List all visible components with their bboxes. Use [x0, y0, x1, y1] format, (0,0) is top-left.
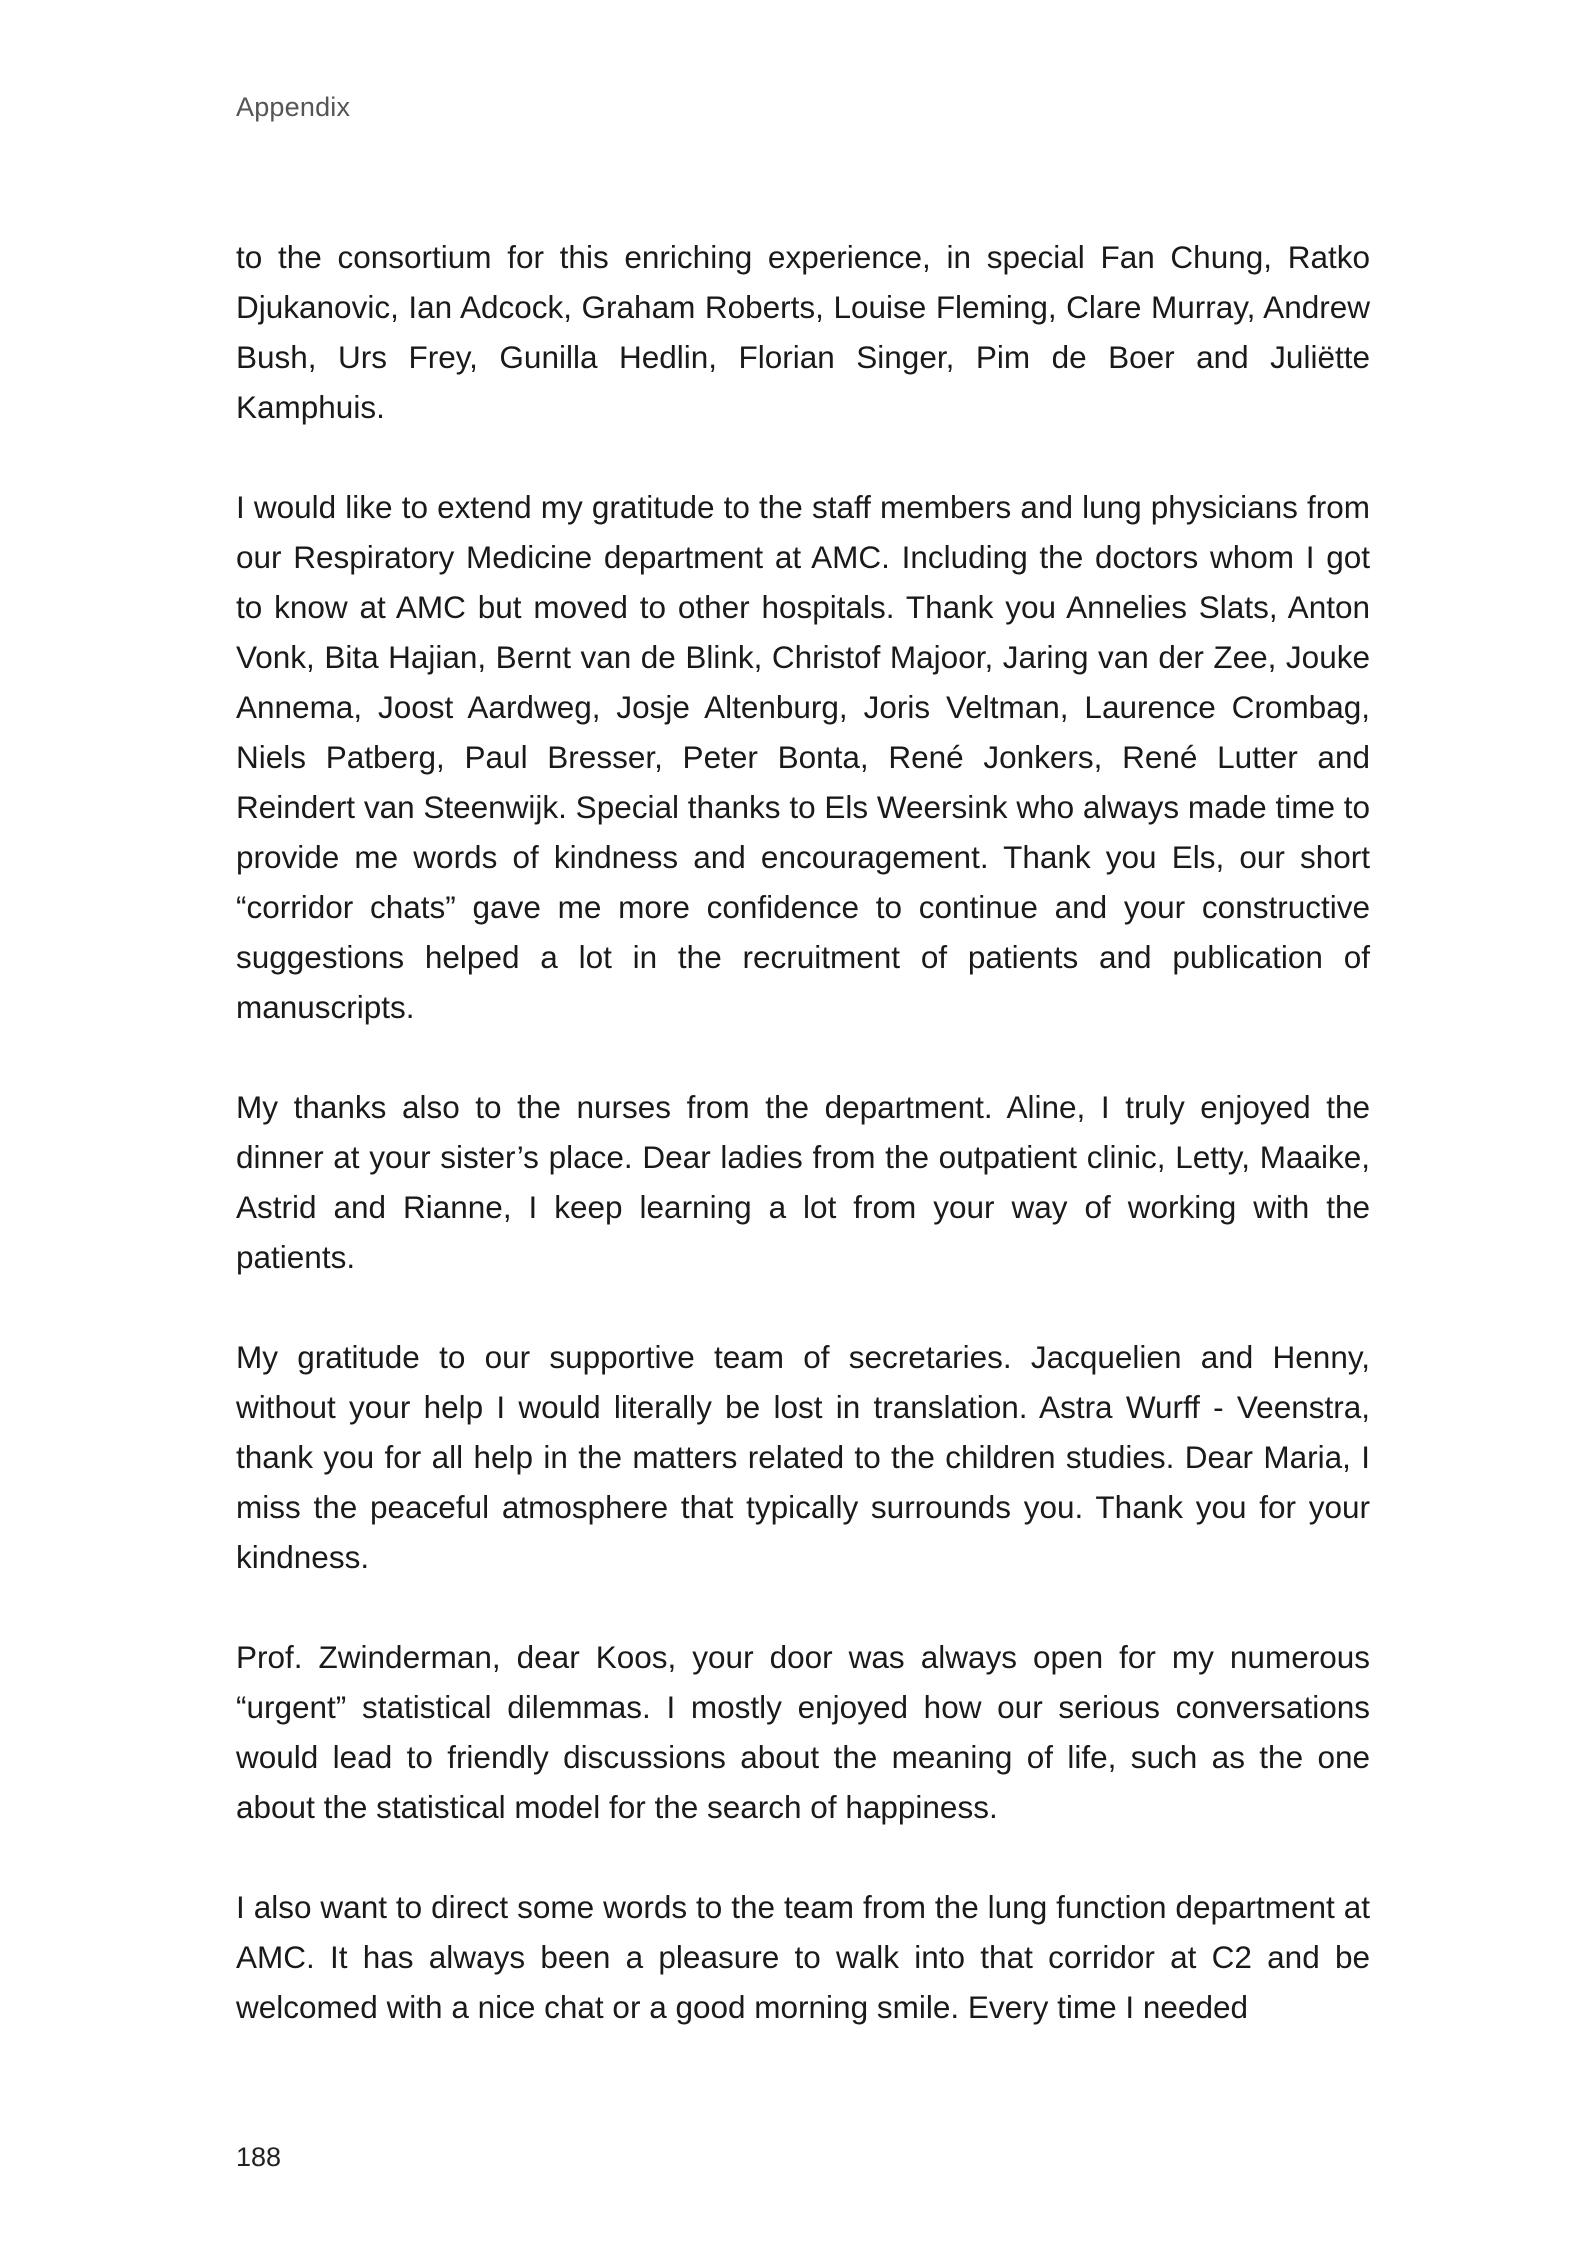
paragraph: Prof. Zwinderman, dear Koos, your door was always open for my numerous “urgent” statistical dilemmas. I mostly enjoyed how our serious conversations would lead to friendly discussions about the meaning of life, such as the one about the statistical model for the search of happiness.	[236, 1639, 1370, 1825]
paragraph: My thanks also to the nurses from the department. Aline, I truly enjoyed the dinner at your sister’s place. Dear ladies from the outpatient clinic, Letty, Maaike, Astrid and Rianne, I keep learning a lot from your way of working with the patients.	[236, 1089, 1370, 1275]
paragraph: I also want to direct some words to the team from the lung function department at AMC. It has always been a pleasure to walk into that corridor at C2 and be welcomed with a nice chat or a good morning smile. Every time I needed	[236, 1889, 1370, 2025]
paragraph: My gratitude to our supportive team of secretaries. Jacquelien and Henny, without your help I would literally be lost in translation. Astra Wurff - Veenstra, thank you for all help in the matters related to the children studies. Dear Maria, I miss the peaceful atmosphere that typically surrounds you. Thank you for your kindness.	[236, 1339, 1370, 1575]
body-text	[236, 232, 1370, 2082]
running-head: Appendix	[236, 92, 351, 122]
page-number: 188	[236, 2142, 282, 2172]
paragraph: to the consortium for this enriching experience, in special Fan Chung, Ratko Djukanovic, Ian Adcock, Graham Roberts, Louise Fleming, Clare Murray, Andrew Bush, Urs Frey, Gunilla Hedlin, Florian Singer, Pim de Boer and Juliëtte Kamphuis.	[236, 239, 1370, 425]
paragraph: I would like to extend my gratitude to the staff members and lung physicians from our Respiratory Medicine department at AMC. Including the doctors whom I got to know at AMC but moved to other hospitals. Thank you Annelies Slats, Anton Vonk, Bita Hajian, Bernt van de Blink, Christof Majoor, Jaring van der Zee, Jouke Annema, Joost Aardweg, Josje Altenburg, Joris Veltman, Laurence Crombag, Niels Patberg, Paul Bresser, Peter Bonta, René Jonkers, René Lutter and Reindert van Steenwijk. Special thanks to Els Weersink who always made time to provide me words of kindness and encouragement. Thank you Els, our short “corridor chats” gave me more confidence to continue and your constructive suggestions helped a lot in the recruitment of patients and publication of manuscripts.	[236, 489, 1370, 1025]
